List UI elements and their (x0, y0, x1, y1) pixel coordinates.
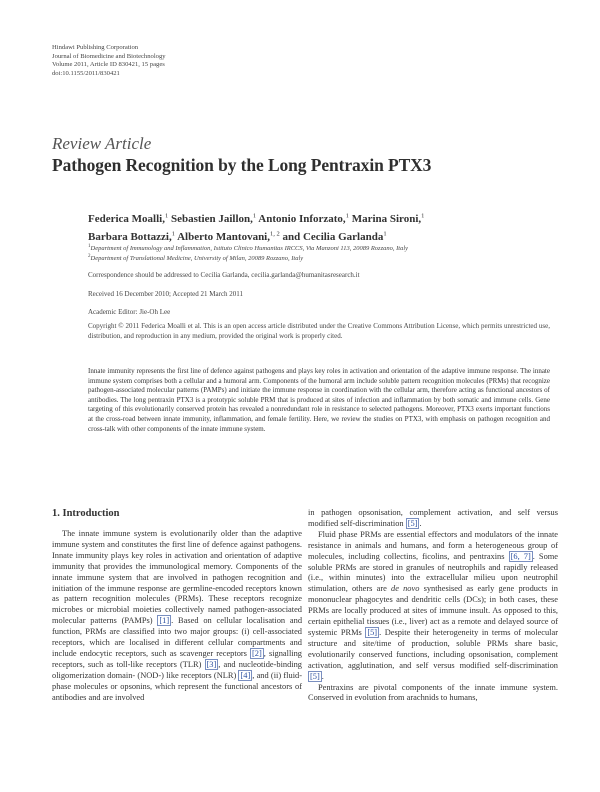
author[interactable]: and Cecilia Garlanda$^1$ (282, 230, 387, 244)
affiliation-2: $^2$Department of Translational Medicine, University of Milan, 20089 Rozzano, Italy (88, 254, 304, 263)
author[interactable]: Antonio Inforzato,$^1$ (258, 212, 349, 225)
journal-name: Journal of Biomedicine and Biotechnology (52, 52, 166, 60)
paragraph: in pathogen opsonisation, complement activation, and self versus modified self-discrimination [5] . (308, 508, 558, 528)
citation-link[interactable]: [4] (240, 670, 251, 680)
doi[interactable]: doi:10.1155/2011/830421 (52, 69, 120, 77)
academic-editor: Academic Editor: Jie-Oh Lee (88, 308, 171, 316)
abstract: Innate immunity represents the first line of defence against pathogens and plays key roles in activation and orientation of the adaptive immune response. The innate immune system comprises both a cellular and a humoral arm. Components of the humoral arm include soluble pattern recognition molecules (PRMs) that recognize pathogen-associated molecular patterns (PAMPs) and initiate the immune response in coordination with the cellular arm, therefore acting as functional ancestors of antibodies. The long pentraxin PTX3 is a prototypic soluble PRM that is produced at sites of infection and inflammation by both somatic and immune cells. Gene targeting of this evolutionarily conserved protein has revealed a nonredundant role in resistance to selected pathogens. Moreover, PTX3 exerts important functions at the cross-road between innate immunity, inflammation, and female fertility. Here, we review the studies on PTX3, with emphasis on pathogen recognition and cross-talk with other components of the innate immune system. (88, 367, 550, 433)
received-date: Received 16 December 2010; Accepted 21 March 2011 (88, 290, 244, 298)
paragraph: The innate immune system is evolutionarily older than the adaptive immune system and constitutes the first line of defence against pathogens. Innate immunity plays key roles in activation and orientation of adaptive immunity that provides the immunological memory. Components of the innate immune system that are involved in pathogen recognition and initiation of the immune response are germline-encoded receptors known as pattern recognition molecules (PRMs). These receptors recognize microbes or microbial moieties collectively named pathogen-associated molecular patterns (PAMPs) [1] . Based on cellular localisation and function, PRMs are classified into two major groups: (i) cell-associated receptors, which are localised in different cellular compartments and include endocytic receptors, such as scavenger receptors [2] , signalling receptors, such as toll-like receptors (TLR) [3] , and nucleotide-binding oligomerization domain- (NOD-) like receptors (NLR) [4] , and (ii) fluid-phase molecules or opsonins, which represent the functional ancestors of antibodies and are involved (52, 529, 303, 702)
author[interactable]: Marina Sironi,$^1$ (351, 212, 425, 225)
author[interactable]: Sebastien Jaillon,$^1$ (170, 212, 257, 225)
section-heading: 1. Introduction (52, 508, 120, 519)
journal-volume: Volume 2011, Article ID 830421, 15 pages (52, 61, 165, 69)
citation-link[interactable]: [6, 7] (510, 551, 531, 561)
author[interactable]: Federica Moalli,$^1$ (88, 212, 169, 225)
affiliation-1: $^1$Department of Immunology and Inflammation, Istituto Clinico Humanitas IRCCS, Via Manzoni 113, 20089 Rozzano, Italy (88, 244, 409, 253)
left-column (52, 529, 302, 704)
citation-link[interactable]: [5] (407, 518, 418, 528)
author[interactable]: Alberto Mantovani,$^{1, 2}$ (177, 230, 280, 244)
citation-link[interactable]: [1] (159, 616, 170, 626)
author[interactable]: Barbara Bottazzi,$^1$ (88, 230, 175, 244)
author-list (88, 208, 558, 245)
copyright-notice: Copyright © 2011 Federica Moalli et al. This is an open access article distributed under the Creative Commons Attribution License, which permits unrestricted use, distribution, and reproduction in any medium, provided the original work is properly cited. (88, 322, 550, 340)
citation-link[interactable]: [3] (206, 659, 217, 669)
article-type: Review Article (52, 134, 152, 153)
paragraph: Fluid phase PRMs are essential effectors and modulators of the innate resistance in animals and humans, and form a heterogeneous group of molecules, including collectins, ficolins, and pentraxins [6, 7] . Some soluble PRMs are stored in granules of neutrophils and rapidly released (i.e., within minutes) into the extracellular milieu upon neutrophil stimulation, others are de novo synthesised as early gene products in mononuclear phagocytes and dendritic cells (DCs); in both cases, these PRMs are locally produced at sites of immune insult. As opposed to this, certain epithelial tissues (i.e., liver) act as a remote and delayed source of systemic PRMs [5] . Despite their heterogeneity in terms of molecular structure and site/time of production, soluble PRMs share basic, evolutionarily conserved functions, including opsonisation, complement activation, agglutination, and self versus modified self-discrimination [5] . (308, 529, 558, 681)
correspondence: Correspondence should be addressed to Cecilia Garlanda, cecilia.garlanda@humanitasresearch.it (88, 271, 360, 279)
journal-header (52, 44, 166, 78)
citation-link[interactable]: [5] (310, 671, 320, 681)
paper-title: Pathogen Recognition by the Long Pentraxin PTX3 (52, 155, 432, 175)
publisher: Hindawi Publishing Corporation (52, 44, 139, 51)
right-column (308, 508, 558, 704)
citation-link[interactable]: [2] (252, 648, 262, 658)
paragraph: Pentraxins are pivotal components of the innate immune system. Conserved in evolution from arachnids to humans, (308, 682, 558, 703)
citation-link[interactable]: [5] (367, 627, 378, 637)
